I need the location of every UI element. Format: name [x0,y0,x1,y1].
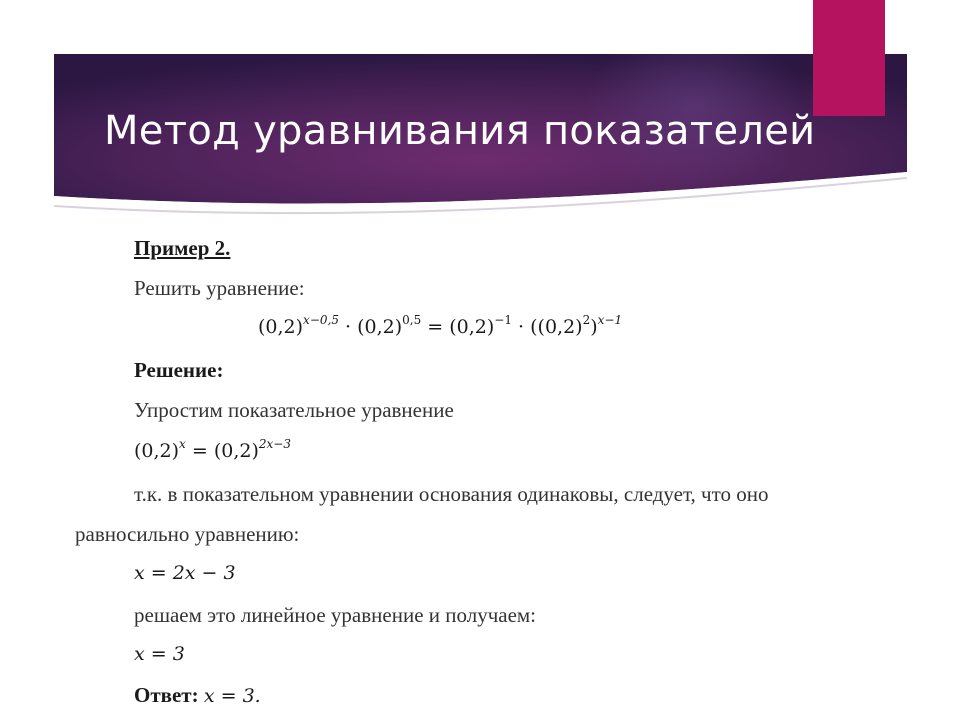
eq-rhs-a: (0,2) [449,316,495,338]
eq-lhs-a-exp: x−0,5 [303,313,339,327]
answer-label: Ответ: [134,683,199,707]
eq-rhs-b-exp: x−1 [597,313,623,327]
answer-line [134,685,261,706]
main-equation [258,313,623,338]
reason-line-2: равносильно уравнению: [75,522,300,546]
eq-equals: = [427,316,444,338]
reason-line-1: т.к. в показательном уравнении основания одинаковы, следует, что оно [134,482,769,506]
eq-lhs-b-exp: 0,5 [402,313,422,327]
eq-rhs-b-close: ) [590,316,598,338]
simp-equals: = [191,440,208,462]
result-equation: x = 3 [134,643,185,665]
simp-rhs-exp: 2x−3 [258,437,291,451]
eq-lhs-b: (0,2) [357,316,403,338]
simplified-equation [134,437,291,462]
solution-label: Решение: [134,358,224,382]
accent-block [813,0,885,116]
slide-title: Метод уравнивания показателей [104,108,816,154]
solve-text: решаем это линейное уравнение и получаем: [134,603,537,627]
simp-rhs: (0,2) [213,440,259,462]
eq-dot-1: · [345,316,352,338]
eq-rhs-b-inner-exp: 2 [582,313,591,327]
linear-equation: x = 2x − 3 [134,562,236,584]
eq-rhs-b: ((0,2) [530,316,583,338]
task-text: Решить уравнение: [134,276,305,300]
simp-lhs: (0,2) [134,440,180,462]
eq-dot-2: · [518,316,525,338]
answer-value: x = 3. [203,685,261,707]
simplify-text: Упростим показательное уравнение [134,398,454,422]
simp-lhs-exp: x [179,437,186,451]
eq-rhs-a-exp: −1 [494,313,512,327]
example-label: Пример 2. [134,236,231,260]
eq-lhs-a: (0,2) [258,316,304,338]
